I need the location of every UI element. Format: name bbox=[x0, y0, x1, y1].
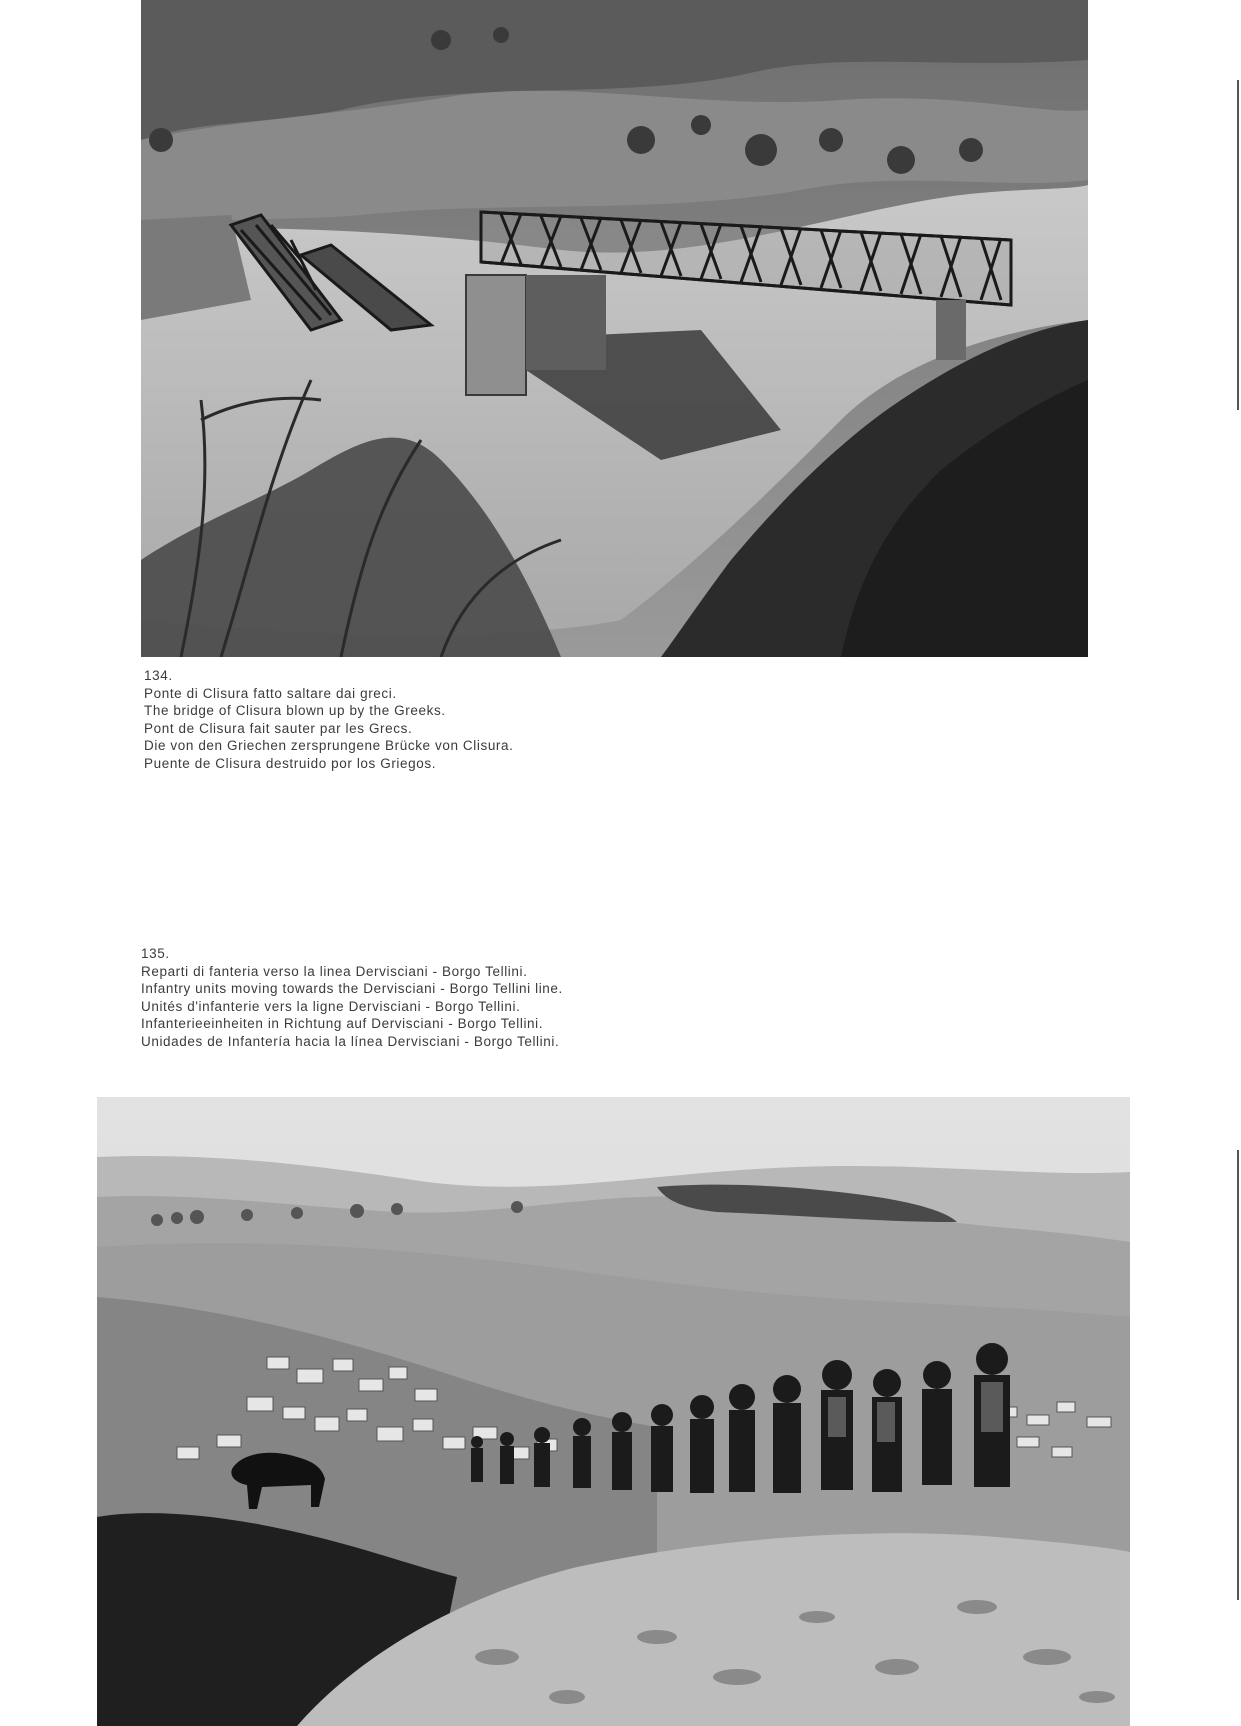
photo-bridge-clisura bbox=[141, 0, 1088, 657]
caption-134 bbox=[144, 667, 513, 773]
scan-edge-mark bbox=[1237, 80, 1239, 410]
photo-infantry-column bbox=[97, 1097, 1130, 1726]
caption-german: Die von den Griechen zersprungene Brücke von Clisura. bbox=[144, 738, 514, 754]
caption-number: 134. bbox=[144, 668, 173, 683]
caption-german: Infanterieeinheiten in Richtung auf Dervisciani - Borgo Tellini. bbox=[141, 1016, 544, 1032]
caption-135 bbox=[141, 945, 563, 1051]
caption-english: Infantry units moving towards the Dervisciani - Borgo Tellini line. bbox=[141, 981, 563, 997]
infantry-photo-illustration bbox=[97, 1097, 1130, 1726]
caption-french: Unités d'infanterie vers la ligne Dervisciani - Borgo Tellini. bbox=[141, 998, 521, 1014]
caption-spanish: Unidades de Infantería hacia la línea Dervisciani - Borgo Tellini. bbox=[141, 1033, 560, 1049]
caption-spanish: Puente de Clisura destruido por los Griegos. bbox=[144, 755, 437, 771]
scan-edge-mark bbox=[1237, 1150, 1239, 1600]
caption-italian: Ponte di Clisura fatto saltare dai greci. bbox=[144, 685, 397, 701]
caption-italian: Reparti di fanteria verso la linea Dervisciani - Borgo Tellini. bbox=[141, 963, 528, 979]
caption-french: Pont de Clisura fait sauter par les Grecs. bbox=[144, 720, 413, 736]
caption-english: The bridge of Clisura blown up by the Greeks. bbox=[144, 703, 446, 719]
caption-number: 135. bbox=[141, 946, 170, 961]
bridge-photo-illustration bbox=[141, 0, 1088, 657]
